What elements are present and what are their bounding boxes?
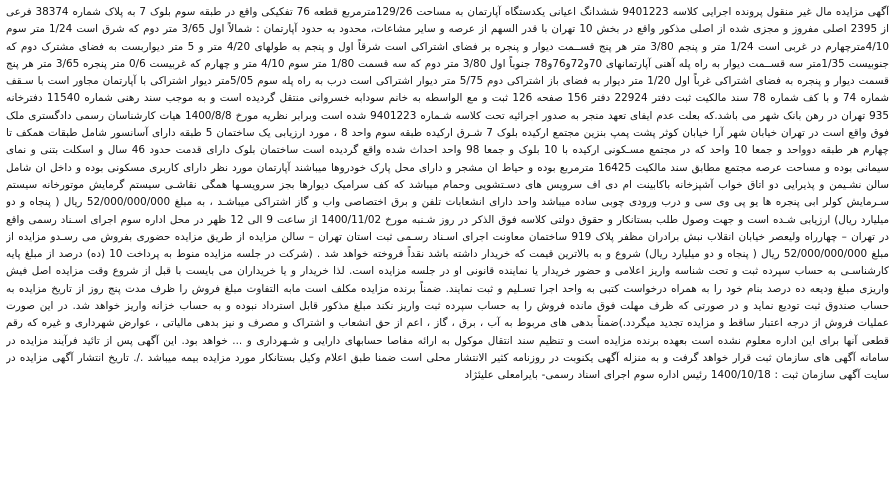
auction-notice-text: آگهی مزایده مال غیر منقول پرونده اجرایی کلاسه 9401223 ششدانگ اعیانی یکدستگاه آپارتمان به مساحت 129/26مترمربع قطعه 76 تفکیکی واقع در طبقه سوم بلوک 7 به پلاک شماره 38374 فرعی از 2395 اصلی مفروز و مجزی شده از اصلی مذکور واقع در بخش 10 تهران با قدر السهم از عرصه و سایر مشاعات، محدود به حدود آپارتمان : شمالاً اول 3/65 متر دوم که شرق است 1/24 متر سوم 4/10مترچهارم در غربی است 1/24 متر و پنجم 3/80 متر هر پنج قســمت دیوار و پنجره بر فضای اشتراکی است شرقاً اول و پنجم به طولهای 4/20 متر و 5 متر دیواربست به فضای مشترک دوم که جنوبیست 1/35متر سه قســمت دیوار به راه پله آهنی آپارتمانهای 70و72و76و78 جنوباً اول 3/80 متر دوم که سه قسمت 1/80 متر سوم 4/10 متر و چهارم که غربیست 0/6 متر پنجره 3/65 متر هر پنج قسمت دیوار و پنجره به فضای اشتراکی غرباً اول 1/20 متر دیوار به فضای باز اشتراکی دوم 5/75 متر دیوار اشتراکی است درب به راه پله سوم 5/05متر دیوار اشتراکی با آپارتمان مجاور است با سـقف شماره 74 و با کف شماره 78 سند مالکیت ثبت دفتر 22924 دفتر 156 صفحه 126 ثبت و مع الواسطه به خانم سودابه خسروانی منتقل گردیده است و به موجب سند رهنی شماره 11540 دفترخانه 935 تهران در رهن بانک شهر می باشد.که بعلت عدم ایفای تعهد منجر به صدور اجرائیه تحت کلاسه شـماره 9401223 شده است وبرابر نظریه مورخ 1400/8/8 هیات کارشناسان رسمی دادگستری ملک فوق واقع است در تهران خیابان شهر آرا خیابان کوثر پشت پمپ بنزین مجتمع ارکیده بلوک 7 شـرق ارکیده طبقه سوم واحد 8 ، مورد ارزیابی یک ساختمان 5 طبقه دارای آسانسور شامل طبقات همکف تا چهارم هر طبقه دوواحد و جمعا 10 واحد که در مجتمع مسـکونی ارکیده با 10 بلوک و جمعا 98 واحد احداث شده واقع گردیده است ساختمان بلوک دارای قدمت حدود 46 سال و اسکلت بتنی و نمای سیمانی بوده و مساحت عرصه مجتمع مطابق سند مالکیت 16425 مترمربع بوده و حیاط ان مشجر و دارای محل پارک خودروها میباشند آپارتمان مورد نظر دارای کاربری مسکونی بوده و داخل ان شامل سالن نشـیمن و پذیرایی دو اتاق خواب آشپزخانه باکابینت ام دی اف سرویس های دسـتشویی وحمام میباشد که کف سرامیک دیوارها بجز سرویسـها همگی نقاشـی سیستم گرمایش موتورخانه سیستم سـرمایش کولر ابی پنجره ها یو پی وی سی و درب ورودی چوبی ساده میباشد واحد دارای انشعابات تلفن و برق اختصاصی واب و گاز اشتراکی میباشـد ، به مبلغ 52/000/000/000 ریال ( پنجاه و دو میلیارد ریال) ارزیابی شـده است و جهت وصول طلب بستانکار و حقوق دولتی کلاسه فوق الذکر در روز شـنبه مورخ 1400/11/02 از ساعت 9 الی 12 ظهر در محل اداره سوم اجرای اسـناد رسمی واقع در تهران – چهارراه ولیعصر خیابان انقلاب نبش برادران مظفر پلاک 919 ساختمان معاونت اجرای اسـناد رسـمی ثبت استان تهران – سالن مزایده از طریق مزایده حضوری بفروش می رسـدو مزایده از مبلغ 52/000/000/000 ریال ( پنجاه و دو میلیارد ریال) شروع و به بالاترین قیمت که خریدار داشته باشد نقداً فروخته خواهد شد . (شرکت در جلسه مزایده منوط به پرداخت 10 (ده) درصد از مبلغ پایه کارشناسـی به حساب سپرده ثبت و تحت شناسه واریز اعلامی و حضور خریدار یا نماینده قانونی او در جلسه مزایده است. لذا خریدار و یا خریداران می بایست با قبل از شروع وقت مزایده اصل فیش واریزی مبلغ ودیعه ده درصد بنام خود را به همراه درخواست کتبی به واحد اجرا تسـلیم و ثبت نمایند. ضمناً برنده مزایده مکلف است مابه التفاوت مبلغ فروش را ظرف مدت پنج روز از تاریخ مزایده به حساب صندوق ثبت تودیع نماید و در صورتی که ظرف مهلت فوق مانده فروش را به حساب سپرده ثبت واریز نکند مبلغ مذکور قابل استرداد نبوده و به حساب خزانه واریز خواهد شد. در این صورت عملیات فروش از درجه اعتبار ساقط و مزایده تجدید میگردد.)ضمناً بدهی های مربوط به آب ، برق ، گاز ، اعم از حق انشعاب و اشتراک و مصرف و نیز بدهی مالیاتی ، عوارض شهرداری و غیره که رقم قطعی آنها برای این اداره معلوم نشده است بعهده برنده مزایده است و تنظیم سند انتقال موکول به ارائه مفاصا حسابهای دارایی و شـهرداری و ... خواهد بود. این آگهی پس از تائید فرآیند مزایده در سامانه آگهی های سازمان ثبت قرار خواهد گرفت و به منزله آگهی یکنوبت در روزنامه کثیر الانتشار محلی است ضمنا طبق اعلام وکیل بستانکار مورد مزایده بیمه میباشد ./. تاریخ انتشار آگهی مزایده در سایت آگهی سازمان ثبت : 1400/10/18 رئیس اداره سوم اجرای اسناد رسمی- بایرامعلی علیئژاد	[6, 6, 889, 382]
